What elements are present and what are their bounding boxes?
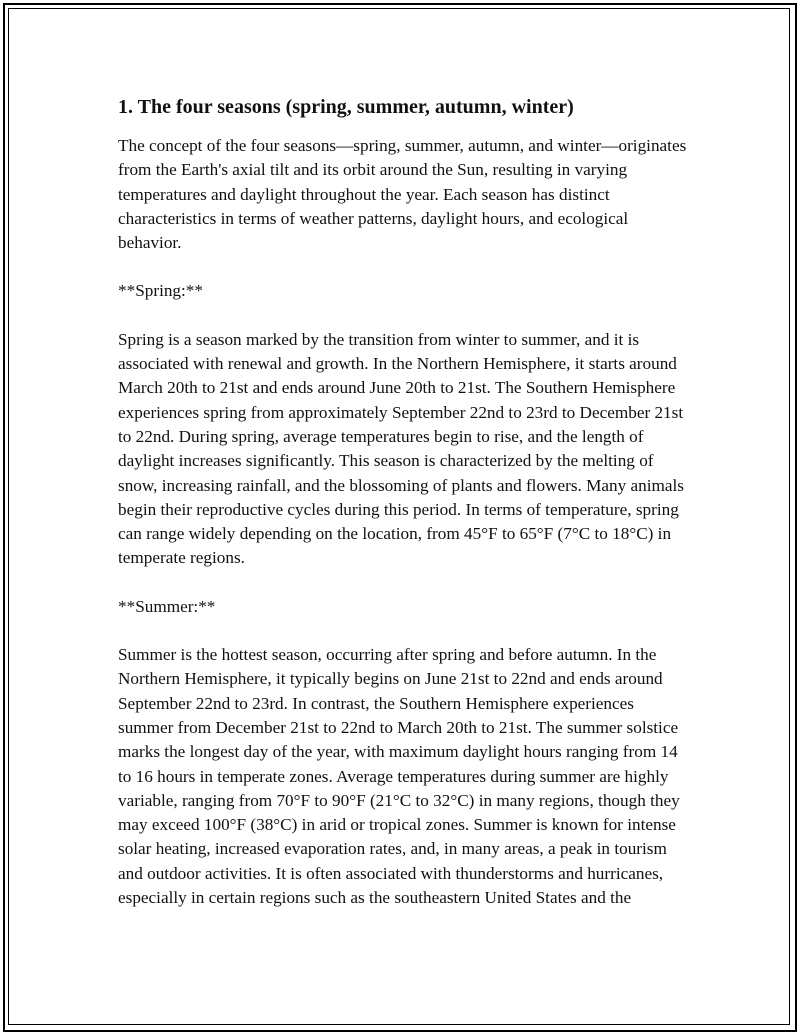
summer-paragraph: Summer is the hottest season, occurring after spring and before autumn. In the Northern Hemisphere, it typically begins on June 21st to 22nd and ends around September 22nd to 23rd. In contrast, the Southern Hemisphere experiences summer from December 21st to 22nd to March 20th to 21st. The summer solstice marks the longest day of the year, with maximum daylight hours ranging from 14 to 16 hours in temperate zones. Average temperatures during summer are highly variable, ranging from 70°F to 90°F (21°C to 32°C) in many regions, though they may exceed 100°F (38°C) in arid or tropical zones. Summer is known for intense solar heating, increased evaporation rates, and, in many areas, a peak in tourism and outdoor activities. It is often associated with thunderstorms and hurricanes, especially in certain regions such as the southeastern United States and the: [118, 645, 680, 908]
intro-paragraph: The concept of the four seasons—spring, summer, autumn, and winter—originates from the Earth's axial tilt and its orbit around the Sun, resulting in varying temperatures and daylight throughout the year. Each season has distinct characteristics in terms of weather patterns, daylight hours, and ecological behavior.: [118, 136, 687, 253]
section-heading: 1. The four seasons (spring, summer, autumn, winter): [118, 96, 574, 118]
summer-label: **Summer:**: [118, 596, 216, 616]
document-body: [118, 94, 692, 934]
spring-paragraph: Spring is a season marked by the transition from winter to summer, and it is associated with renewal and growth. In the Northern Hemisphere, it starts around March 20th to 21st and ends around June 20th to 21st. The Southern Hemisphere experiences spring from approximately September 22nd to 23rd to December 21st to 22nd. During spring, average temperatures begin to rise, and the length of daylight increases significantly. This season is characterized by the melting of snow, increasing rainfall, and the blossoming of plants and flowers. Many animals begin their reproductive cycles during this period. In terms of temperature, spring can range widely depending on the location, from 45°F to 65°F (7°C to 18°C) in temperate regions.: [118, 329, 684, 568]
spring-label: **Spring:**: [118, 281, 203, 301]
